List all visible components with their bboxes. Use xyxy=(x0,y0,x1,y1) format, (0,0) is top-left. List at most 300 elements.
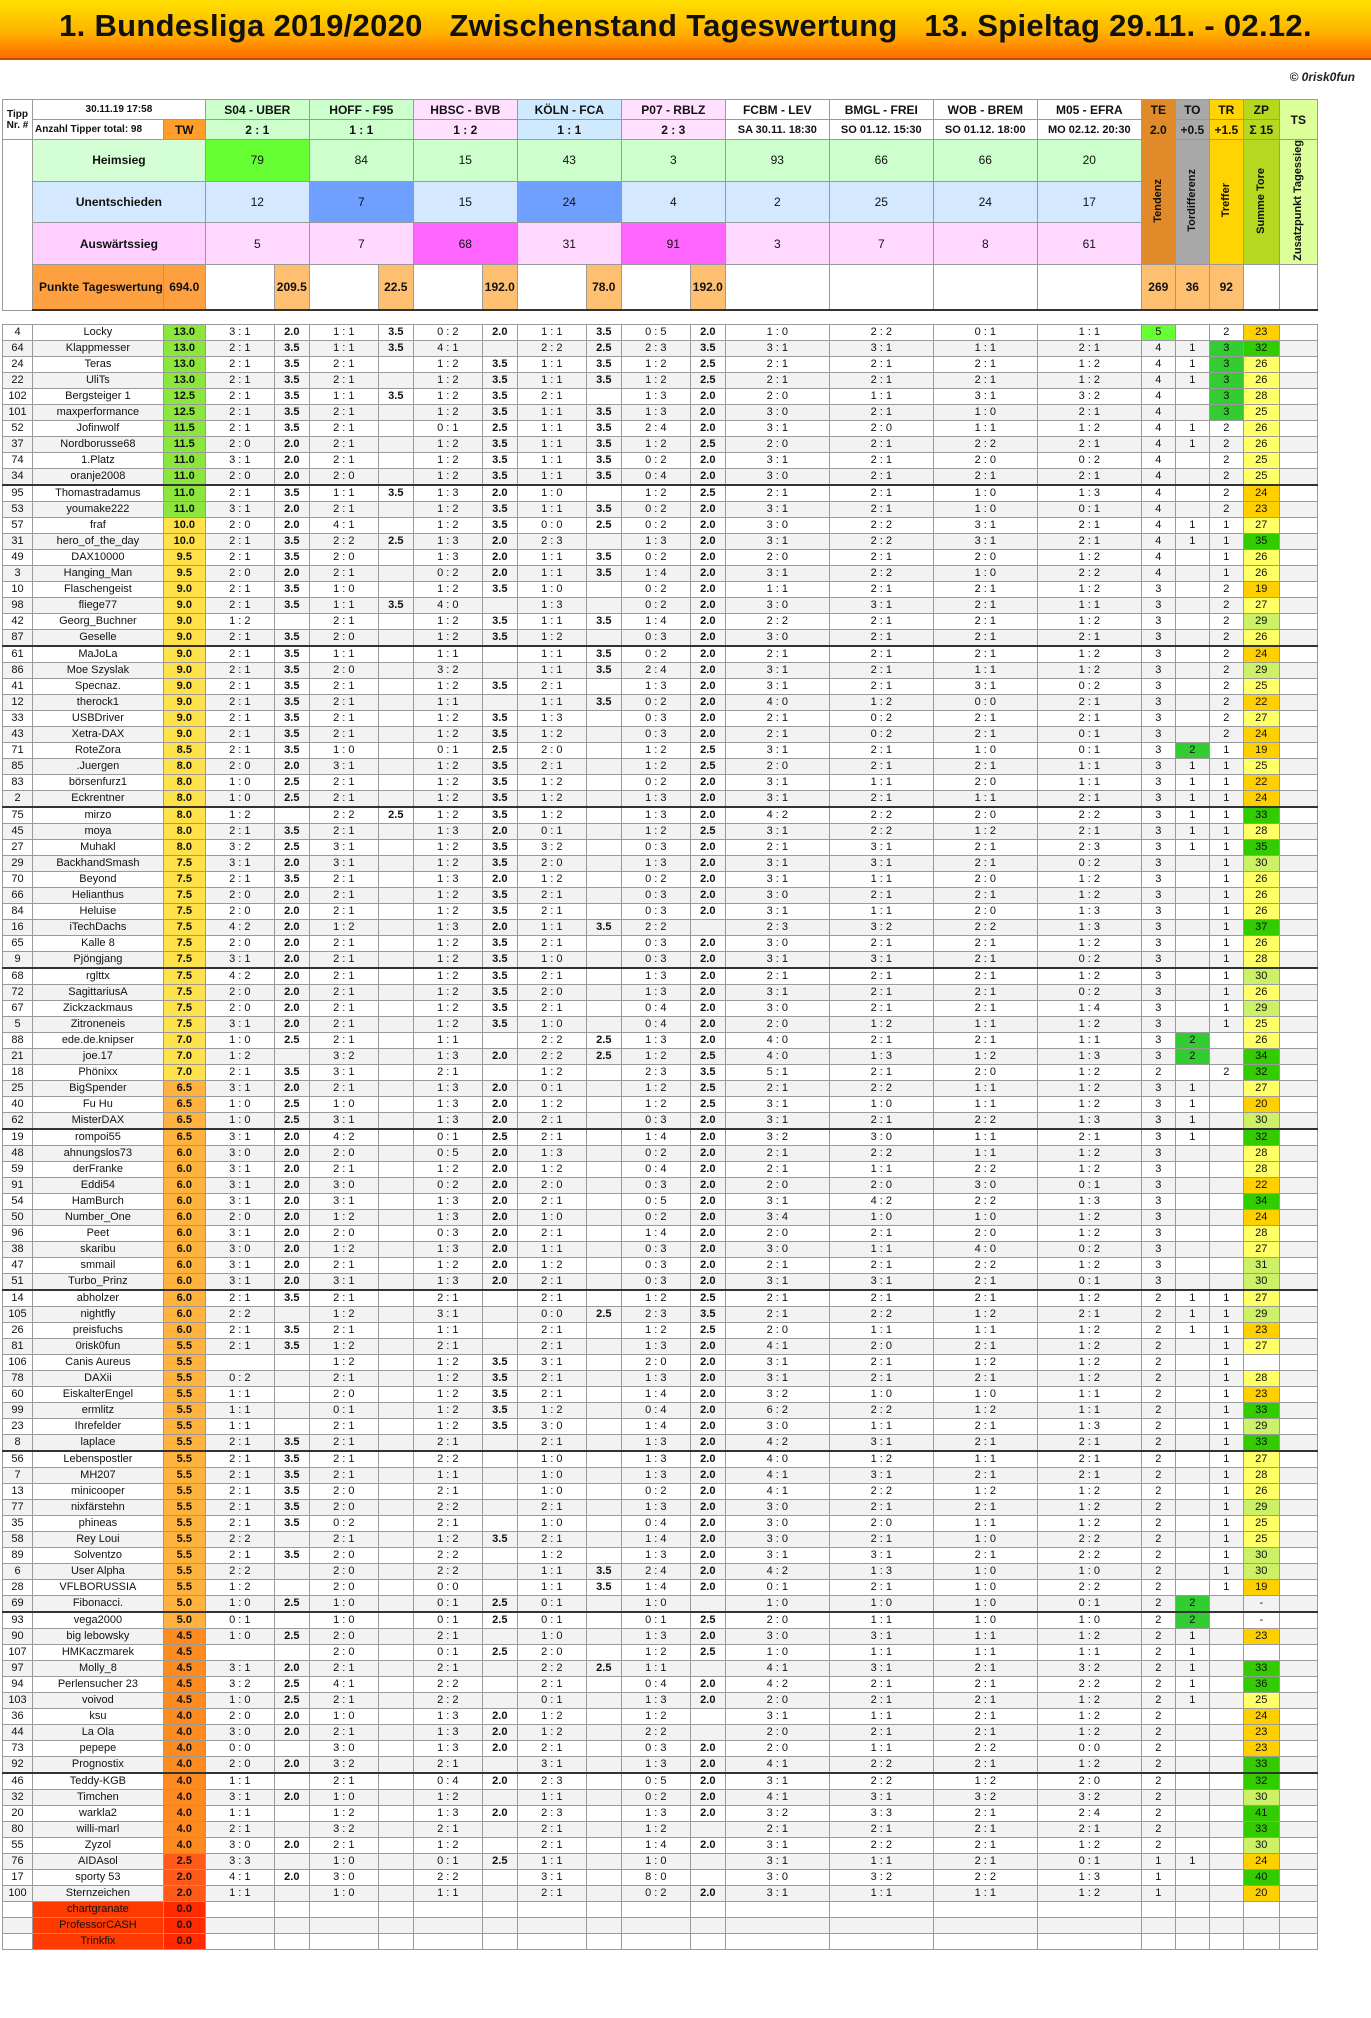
prediction-points: 2.5 xyxy=(482,1853,517,1869)
game-result-6: SA 30.11. 18:30 xyxy=(725,120,829,140)
prediction-points: 2.0 xyxy=(690,1805,725,1821)
prediction: 2 : 2 xyxy=(1037,1531,1141,1547)
prediction: 0 : 4 xyxy=(621,1676,690,1692)
prediction: 2 : 2 xyxy=(517,1660,586,1676)
prediction-points: 2.0 xyxy=(274,1209,309,1225)
prediction: 1 : 2 xyxy=(517,1402,586,1418)
to-value-cell xyxy=(1175,871,1209,887)
tr-value-cell: 1 xyxy=(1209,1579,1243,1595)
prediction-points xyxy=(482,1756,517,1773)
te-value-cell xyxy=(1141,1917,1175,1933)
prediction: 1 : 3 xyxy=(413,1241,482,1257)
tr-value-cell: 2 xyxy=(1209,452,1243,468)
prediction-points: 3.5 xyxy=(482,372,517,388)
punkte-game-5: 192.0 xyxy=(690,264,725,310)
prediction: 1 : 0 xyxy=(933,742,1037,758)
to-value-cell xyxy=(1175,452,1209,468)
prediction-points xyxy=(586,1885,621,1901)
prediction-points xyxy=(378,1193,413,1209)
prediction-points: 2.0 xyxy=(482,1257,517,1273)
prediction: 1 : 1 xyxy=(829,1708,933,1724)
prediction: 2 : 1 xyxy=(933,951,1037,968)
table-row xyxy=(3,581,1318,597)
prediction: 1 : 1 xyxy=(517,1789,586,1805)
prediction: 0 : 1 xyxy=(309,1402,378,1418)
prediction: 1 : 4 xyxy=(621,1129,690,1146)
prediction-points: 2.0 xyxy=(690,1016,725,1032)
heim-3: 15 xyxy=(413,140,517,182)
table-row xyxy=(3,565,1318,581)
prediction: 4 : 1 xyxy=(413,340,482,356)
prediction-points: 3.5 xyxy=(274,1547,309,1563)
zp-value-cell: 26 xyxy=(1243,935,1279,951)
tipper-name: Geselle xyxy=(33,629,164,646)
prediction: 1 : 0 xyxy=(1037,1612,1141,1629)
table-row xyxy=(3,1644,1318,1660)
tipper-tw: 5.5 xyxy=(163,1451,205,1468)
zp-value-cell: 19 xyxy=(1243,1579,1279,1595)
ts-value-cell xyxy=(1279,404,1317,420)
prediction-points xyxy=(274,1773,309,1790)
prediction: 0 : 1 xyxy=(413,1595,482,1612)
ausw-5: 91 xyxy=(621,223,725,265)
tr-value-cell: 2 xyxy=(1209,710,1243,726)
prediction-points: 3.5 xyxy=(586,356,621,372)
prediction: 0 : 3 xyxy=(621,1257,690,1273)
prediction-points xyxy=(378,1386,413,1402)
prediction: 1 : 2 xyxy=(1037,887,1141,903)
prediction: 1 : 0 xyxy=(309,1096,378,1112)
tipp-nr: 72 xyxy=(3,984,33,1000)
prediction-points xyxy=(378,1499,413,1515)
prediction: 2 : 1 xyxy=(309,372,378,388)
prediction-points: 3.5 xyxy=(586,404,621,420)
te-value-cell: 3 xyxy=(1141,807,1175,824)
punkte-ts-blank xyxy=(1279,264,1317,310)
prediction: 1 : 2 xyxy=(1037,1257,1141,1273)
prediction: 1 : 1 xyxy=(309,597,378,613)
punkte-blank-8 xyxy=(933,264,1037,310)
tipper-name: Heluise xyxy=(33,903,164,919)
tipper-name: warkla2 xyxy=(33,1805,164,1821)
prediction: 3 : 2 xyxy=(517,839,586,855)
to-value-cell xyxy=(1175,968,1209,985)
table-row xyxy=(3,549,1318,565)
to-value-cell: 2 xyxy=(1175,1048,1209,1064)
tipper-name: börsenfurz1 xyxy=(33,774,164,790)
prediction-points xyxy=(586,629,621,646)
prediction: 3 : 3 xyxy=(829,1805,933,1821)
prediction-points: 2.0 xyxy=(274,1708,309,1724)
prediction-points xyxy=(378,1161,413,1177)
zp-value-cell: 29 xyxy=(1243,662,1279,678)
te-value-cell: 2 xyxy=(1141,1418,1175,1434)
table-row xyxy=(3,1853,1318,1869)
prediction: 3 : 1 xyxy=(309,1112,378,1129)
prediction: 1 : 3 xyxy=(413,1112,482,1129)
to-value-cell xyxy=(1175,1563,1209,1579)
prediction: 1 : 0 xyxy=(517,1451,586,1468)
prediction-points: 3.5 xyxy=(274,388,309,404)
prediction-points: 3.5 xyxy=(690,1306,725,1322)
prediction: 2 : 2 xyxy=(829,1756,933,1773)
table-row xyxy=(3,678,1318,694)
prediction: 0 : 1 xyxy=(1037,1273,1141,1290)
prediction-points xyxy=(378,1708,413,1724)
to-value-cell: 1 xyxy=(1175,1322,1209,1338)
prediction: 2 : 1 xyxy=(517,1225,586,1241)
prediction: 2 : 1 xyxy=(309,420,378,436)
to-value-cell: 1 xyxy=(1175,839,1209,855)
prediction: 3 : 0 xyxy=(725,935,829,951)
tipper-tw: 5.5 xyxy=(163,1418,205,1434)
ts-value-cell xyxy=(1279,1547,1317,1563)
prediction: 6 : 2 xyxy=(725,1402,829,1418)
punkte-label: Punkte Tageswertung xyxy=(33,264,164,310)
tr-value-cell: 2 xyxy=(1209,324,1243,340)
prediction: 1 : 2 xyxy=(1037,871,1141,887)
prediction-points xyxy=(378,1032,413,1048)
zp-value-cell xyxy=(1243,1901,1279,1917)
tipper-tw: 8.0 xyxy=(163,839,205,855)
prediction: 1 : 1 xyxy=(829,1644,933,1660)
prediction: 2 : 1 xyxy=(517,887,586,903)
prediction: 1 : 1 xyxy=(829,774,933,790)
ts-value-cell xyxy=(1279,807,1317,824)
prediction: 1 : 2 xyxy=(621,372,690,388)
prediction: 1 : 3 xyxy=(413,1708,482,1724)
to-value-cell: 1 xyxy=(1175,1306,1209,1322)
tr-value-cell: 1 xyxy=(1209,951,1243,968)
prediction: 1 : 0 xyxy=(829,1096,933,1112)
table-row xyxy=(3,1563,1318,1579)
tipper-tw: 11.5 xyxy=(163,420,205,436)
prediction-points xyxy=(378,758,413,774)
prediction: 3 : 1 xyxy=(725,533,829,549)
zp-value-cell xyxy=(1243,1354,1279,1370)
prediction: 2 : 2 xyxy=(933,1112,1037,1129)
tipp-nr: 25 xyxy=(3,1080,33,1096)
tipper-name: therock1 xyxy=(33,694,164,710)
prediction-points xyxy=(482,662,517,678)
prediction: 2 : 1 xyxy=(933,1692,1037,1708)
prediction: 4 : 2 xyxy=(725,1434,829,1451)
to-value-cell: 1 xyxy=(1175,372,1209,388)
tipper-name: La Ola xyxy=(33,1724,164,1740)
tipper-tw: 5.5 xyxy=(163,1579,205,1595)
prediction: 2 : 1 xyxy=(205,340,274,356)
prediction: 2 : 1 xyxy=(517,1338,586,1354)
tr-value-cell: 1 xyxy=(1209,517,1243,533)
prediction-points xyxy=(482,1563,517,1579)
te-value-cell: 3 xyxy=(1141,1112,1175,1129)
te-value-cell: 4 xyxy=(1141,372,1175,388)
table-row xyxy=(3,1032,1318,1048)
prediction-points xyxy=(586,1628,621,1644)
prediction: 0 : 0 xyxy=(517,1306,586,1322)
prediction: 1 : 3 xyxy=(621,533,690,549)
prediction-points: 2.0 xyxy=(690,646,725,663)
prediction: 1 : 1 xyxy=(517,452,586,468)
prediction: 2 : 2 xyxy=(829,1080,933,1096)
ts-value-cell xyxy=(1279,1434,1317,1451)
te-value-cell: 3 xyxy=(1141,597,1175,613)
prediction: 3 : 1 xyxy=(725,1773,829,1790)
to-value-cell xyxy=(1175,1837,1209,1853)
prediction-points xyxy=(586,1322,621,1338)
table-row xyxy=(3,1885,1318,1901)
tipper-name: DAXii xyxy=(33,1370,164,1386)
te-value-cell: 4 xyxy=(1141,404,1175,420)
tr-value-cell: 1 xyxy=(1209,774,1243,790)
prediction-points: 2.0 xyxy=(274,324,309,340)
te-value-cell: 2 xyxy=(1141,1338,1175,1354)
prediction: 1 : 3 xyxy=(829,1563,933,1579)
prediction: 2 : 1 xyxy=(309,1773,378,1790)
prediction-points xyxy=(586,581,621,597)
prediction: 2 : 1 xyxy=(829,662,933,678)
tipp-nr: 51 xyxy=(3,1273,33,1290)
prediction: 1 : 1 xyxy=(1037,1644,1141,1660)
prediction: 0 : 1 xyxy=(517,1612,586,1629)
te-value-cell: 4 xyxy=(1141,388,1175,404)
prediction: 2 : 1 xyxy=(933,1418,1037,1434)
prediction-points: 2.0 xyxy=(274,1016,309,1032)
to-value-cell: 1 xyxy=(1175,1628,1209,1644)
ts-value-cell xyxy=(1279,1628,1317,1644)
tr-value-cell xyxy=(1209,1917,1243,1933)
prediction-points xyxy=(378,1676,413,1692)
tipper-name: Zitroneneis xyxy=(33,1016,164,1032)
zp-value-cell: 40 xyxy=(1243,1869,1279,1885)
prediction-points xyxy=(378,1724,413,1740)
tipper-name: Trinkfix xyxy=(33,1933,164,1949)
prediction: 0 : 2 xyxy=(621,549,690,565)
prediction: 1 : 2 xyxy=(413,935,482,951)
tipp-nr: 27 xyxy=(3,839,33,855)
prediction: 3 : 2 xyxy=(309,1756,378,1773)
ts-value-cell xyxy=(1279,1885,1317,1901)
prediction-points xyxy=(586,1917,621,1933)
tr-value-cell xyxy=(1209,1885,1243,1901)
zp-value-cell: 33 xyxy=(1243,807,1279,824)
prediction: 0 : 1 xyxy=(1037,501,1141,517)
table-row xyxy=(3,646,1318,663)
prediction-points: 3.5 xyxy=(274,1499,309,1515)
prediction-points xyxy=(586,903,621,919)
zp-value-cell: 24 xyxy=(1243,1708,1279,1724)
zp-value-cell: 26 xyxy=(1243,356,1279,372)
prediction-points xyxy=(274,807,309,824)
to-value-cell xyxy=(1175,662,1209,678)
te-value-cell: 2 xyxy=(1141,1644,1175,1660)
tr-value-cell xyxy=(1209,1724,1243,1740)
to-value-cell: 1 xyxy=(1175,1660,1209,1676)
prediction-points: 3.5 xyxy=(274,485,309,502)
tipper-name: Rey Loui xyxy=(33,1531,164,1547)
heim-8: 66 xyxy=(933,140,1037,182)
prediction: 3 : 0 xyxy=(725,1241,829,1257)
prediction: 1 : 2 xyxy=(621,1096,690,1112)
prediction: 2 : 0 xyxy=(205,1756,274,1773)
prediction-points xyxy=(586,1000,621,1016)
tipp-nr: 47 xyxy=(3,1257,33,1273)
prediction-points: 2.5 xyxy=(378,533,413,549)
prediction: 2 : 1 xyxy=(933,1290,1037,1307)
table-row xyxy=(3,468,1318,485)
zp-value-cell: 32 xyxy=(1243,1129,1279,1146)
prediction: 2 : 2 xyxy=(829,1306,933,1322)
tipper-tw: 4.5 xyxy=(163,1660,205,1676)
prediction: 3 : 1 xyxy=(725,1096,829,1112)
prediction-points: 2.0 xyxy=(690,887,725,903)
tipper-tw: 6.5 xyxy=(163,1129,205,1146)
prediction: 3 : 1 xyxy=(725,1885,829,1901)
prediction: 1 : 2 xyxy=(413,468,482,485)
prediction: 2 : 1 xyxy=(933,758,1037,774)
te-value-cell: 3 xyxy=(1141,710,1175,726)
tr-value-cell xyxy=(1209,1805,1243,1821)
prediction: 2 : 1 xyxy=(725,839,829,855)
ts-value-cell xyxy=(1279,1145,1317,1161)
prediction: 1 : 1 xyxy=(205,1402,274,1418)
ts-value-cell xyxy=(1279,1499,1317,1515)
prediction-points xyxy=(586,1644,621,1660)
prediction-points: 3.5 xyxy=(482,758,517,774)
prediction: 2 : 1 xyxy=(309,1000,378,1016)
tipper-name: iTechDachs xyxy=(33,919,164,935)
tipper-tw: 6.0 xyxy=(163,1257,205,1273)
prediction: 2 : 1 xyxy=(309,903,378,919)
prediction: 1 : 2 xyxy=(413,1418,482,1434)
tr-value-cell xyxy=(1209,1612,1243,1629)
tipp-nr: 20 xyxy=(3,1805,33,1821)
prediction: 1 : 0 xyxy=(621,1853,690,1869)
prediction: 1 : 2 xyxy=(621,436,690,452)
prediction: 2 : 0 xyxy=(933,774,1037,790)
prediction-points: 2.0 xyxy=(690,1225,725,1241)
zp-value-cell: 27 xyxy=(1243,1451,1279,1468)
prediction-points xyxy=(586,968,621,985)
prediction-points: 2.0 xyxy=(690,1515,725,1531)
te-value-cell: 3 xyxy=(1141,935,1175,951)
prediction xyxy=(517,1933,586,1949)
prediction: 1 : 0 xyxy=(309,742,378,758)
prediction: 0 : 3 xyxy=(621,951,690,968)
prediction-points: 2.0 xyxy=(274,1257,309,1273)
prediction: 1 : 1 xyxy=(413,694,482,710)
prediction: 2 : 1 xyxy=(517,388,586,404)
prediction-points xyxy=(482,1901,517,1917)
zp-value-cell: 24 xyxy=(1243,485,1279,502)
tipper-name: pepepe xyxy=(33,1740,164,1756)
tipp-nr: 83 xyxy=(3,774,33,790)
prediction-points: 2.0 xyxy=(690,1032,725,1048)
to-value-cell xyxy=(1175,678,1209,694)
ts-value-cell xyxy=(1279,1563,1317,1579)
zp-value-cell: 23 xyxy=(1243,1740,1279,1756)
prediction-points: 3.5 xyxy=(378,485,413,502)
prediction-points xyxy=(586,839,621,855)
te-value-cell: 2 xyxy=(1141,1563,1175,1579)
prediction-points: 2.5 xyxy=(690,742,725,758)
to-value-cell xyxy=(1175,855,1209,871)
tipp-nr: 65 xyxy=(3,935,33,951)
prediction: 1 : 2 xyxy=(1037,1483,1141,1499)
to-value-cell xyxy=(1175,597,1209,613)
prediction: 2 : 1 xyxy=(309,871,378,887)
prediction-points xyxy=(378,1418,413,1434)
prediction: 1 : 1 xyxy=(621,1660,690,1676)
prediction: 0 : 2 xyxy=(1037,951,1141,968)
tipp-nr: 64 xyxy=(3,340,33,356)
tipper-rows xyxy=(3,324,1318,1949)
zp-value-cell: 22 xyxy=(1243,774,1279,790)
ts-value-cell xyxy=(1279,1112,1317,1129)
prediction-points: 2.0 xyxy=(690,597,725,613)
prediction-points: 2.5 xyxy=(690,372,725,388)
prediction: 0 : 4 xyxy=(413,1773,482,1790)
prediction-points xyxy=(378,1306,413,1322)
tipper-name: phineas xyxy=(33,1515,164,1531)
table-row xyxy=(3,1096,1318,1112)
prediction xyxy=(829,1933,933,1949)
ts-value-cell xyxy=(1279,1338,1317,1354)
prediction: 2 : 2 xyxy=(829,823,933,839)
ts-value-cell xyxy=(1279,1869,1317,1885)
prediction: 1 : 1 xyxy=(933,790,1037,807)
te-value-cell: 2 xyxy=(1141,1547,1175,1563)
ausw-1: 5 xyxy=(205,223,309,265)
prediction-points: 3.5 xyxy=(482,774,517,790)
prediction: 1 : 2 xyxy=(1037,1016,1141,1032)
prediction: 0 : 2 xyxy=(1037,984,1141,1000)
prediction-points: 2.5 xyxy=(586,1306,621,1322)
zp-value-cell xyxy=(1243,1644,1279,1660)
tr-value-cell: 1 xyxy=(1209,903,1243,919)
prediction: 2 : 0 xyxy=(933,452,1037,468)
tr-value-cell xyxy=(1209,1112,1243,1129)
prediction: 2 : 1 xyxy=(309,565,378,581)
prediction: 1 : 2 xyxy=(621,742,690,758)
prediction-points: 2.0 xyxy=(690,1756,725,1773)
to-value-cell xyxy=(1175,1531,1209,1547)
tipp-nr: 10 xyxy=(3,581,33,597)
prediction: 1 : 2 xyxy=(1037,1161,1141,1177)
table-row xyxy=(3,452,1318,468)
prediction: 2 : 2 xyxy=(933,1161,1037,1177)
prediction: 2 : 2 xyxy=(1037,565,1141,581)
prediction: 2 : 1 xyxy=(205,742,274,758)
ts-value-cell xyxy=(1279,790,1317,807)
tipp-label: Tipp xyxy=(7,108,28,120)
prediction: 2 : 0 xyxy=(725,1692,829,1708)
table-row xyxy=(3,694,1318,710)
table-row xyxy=(3,1338,1318,1354)
tr-value-cell: 1 xyxy=(1209,1531,1243,1547)
prediction: 3 : 0 xyxy=(725,1418,829,1434)
zp-value-cell: 20 xyxy=(1243,1885,1279,1901)
prediction: 1 : 1 xyxy=(933,662,1037,678)
table-row xyxy=(3,1499,1318,1515)
prediction-points xyxy=(378,1853,413,1869)
prediction: 4 : 1 xyxy=(205,1869,274,1885)
prediction-points xyxy=(482,646,517,663)
table-row xyxy=(3,1451,1318,1468)
te-value-cell: 2 xyxy=(1141,1531,1175,1547)
table-row xyxy=(3,1515,1318,1531)
prediction-points xyxy=(586,1692,621,1708)
